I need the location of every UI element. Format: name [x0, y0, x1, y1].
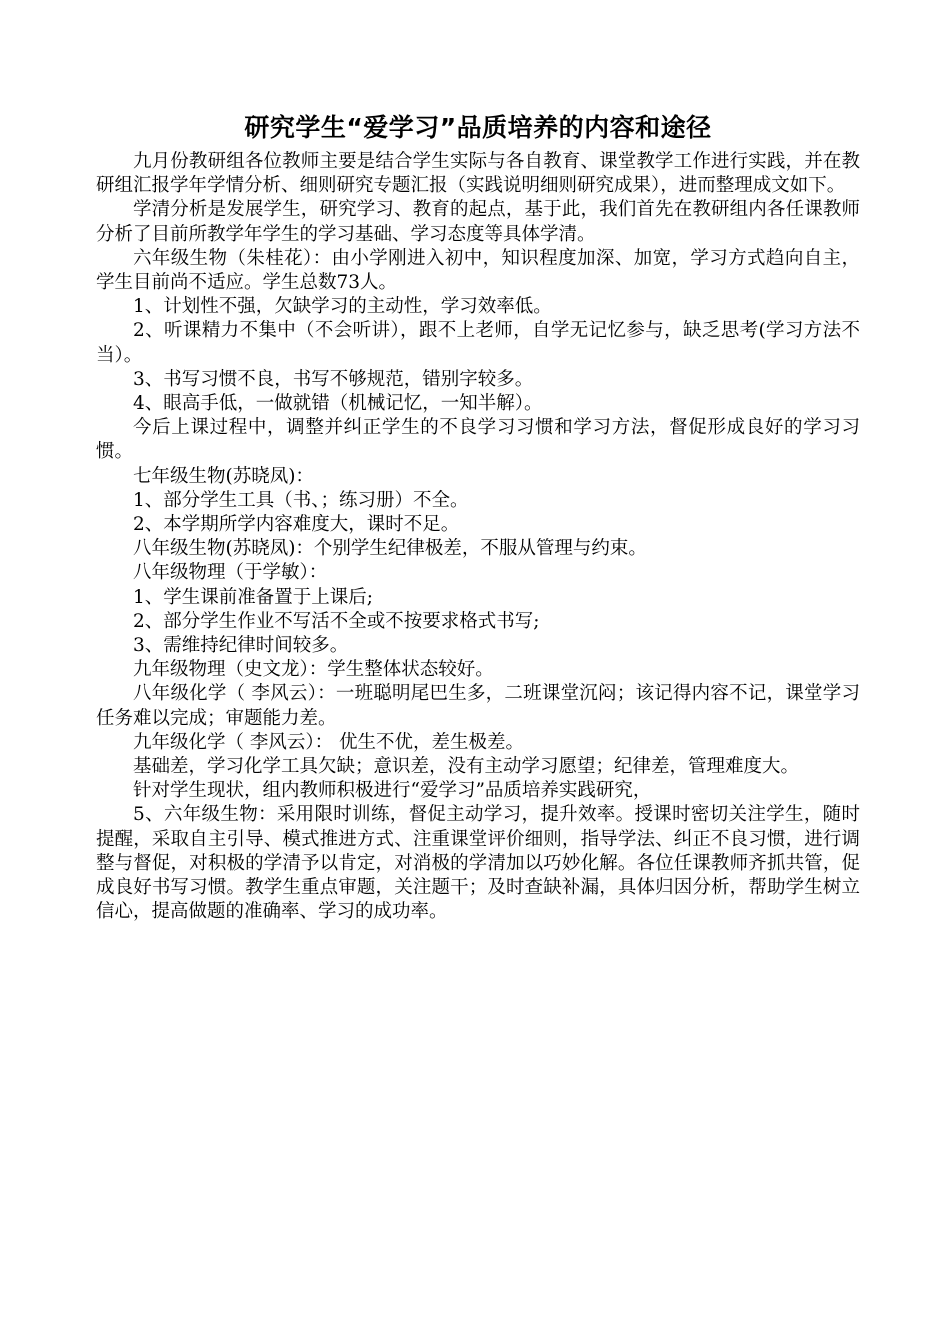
- paragraph: 八年级生物(苏晓凤)：个别学生纪律极差，不服从管理与约束。: [133, 538, 647, 560]
- document-page: [96, 108, 860, 925]
- paragraph: 3、需维持纪律时间较多。: [133, 635, 349, 657]
- paragraph: 1、学生课前准备置于上课后;: [133, 586, 374, 608]
- document-title: 研究学生“爱学习”品质培养的内容和途径: [244, 113, 712, 142]
- paragraph: 六年级生物（朱桂花）：由小学刚进入初中，知识程度加深、加宽，学习方式趋向自主，学生目前尚不适应。学生总数73人。: [96, 247, 860, 294]
- paragraph: 九年级物理（史文龙）：学生整体状态较好。: [133, 659, 494, 681]
- document-body: [96, 150, 860, 925]
- paragraph: 七年级生物(苏晓凤)：: [133, 465, 314, 487]
- paragraph: 学清分析是发展学生，研究学习、教育的起点，基于此，我们首先在教研组内各任课教师分析了目前所教学年学生的学习基础、学习态度等具体学清。: [96, 199, 860, 245]
- paragraph: 2、听课精力不集中（不会听讲），跟不上老师，自学无记忆参与，缺乏思考(学习方法不当）。: [96, 320, 860, 366]
- paragraph: 九年级化学（ 李风云）： 优生不优，差生极差。: [133, 731, 525, 753]
- paragraph: 2、本学期所学内容难度大，课时不足。: [133, 514, 460, 536]
- paragraph: 基础差，学习化学工具欠缺；意识差，没有主动学习愿望；纪律差，管理难度大。: [133, 756, 800, 778]
- paragraph: 今后上课过程中，调整并纠正学生的不良学习习惯和学习方法，督促形成良好的学习习惯。: [96, 417, 860, 463]
- paragraph: 八年级化学（ 李风云）：一班聪明尾巴生多，二班课堂沉闷；该记得内容不记，课堂学习任务难以完成；审题能力差。: [96, 683, 860, 729]
- paragraph: 3、书写习惯不良，书写不够规范，错别字较多。: [133, 368, 534, 390]
- paragraph: 1、计划性不强，欠缺学习的主动性，学习效率低。: [133, 296, 552, 318]
- paragraph: 5、六年级生物：采用限时训练，督促主动学习，提升效率。授课时密切关注学生，随时提醒，采取自主引导、模式推进方式、注重课堂评价细则，指导学法、纠正不良习惯，进行调整与督促，对积极的学清予以肯定，对消极的学清加以巧妙化解。各位任课教师齐抓共管，促成良好书写习惯。教学生重点审题，关注题干；及时查缺补漏，具体归因分析，帮助学生树立信心，提高做题的准确率、学习的成功率。: [96, 804, 860, 923]
- paragraph: 针对学生现状，组内教师积极进行“爱学习”品质培养实践研究，: [133, 780, 652, 802]
- paragraph: 4、眼高手低，一做就错（机械记忆，一知半解）。: [133, 393, 543, 415]
- paragraph: 九月份教研组各位教师主要是结合学生实际与各自教育、课堂教学工作进行实践，并在教研组汇报学年学情分析、细则研究专题汇报（实践说明细则研究成果），进而整理成文如下。: [96, 151, 860, 197]
- paragraph: 八年级物理（于学敏）：: [133, 562, 328, 584]
- paragraph: 1、部分学生工具（书、；练习册）不全。: [133, 489, 469, 511]
- paragraph: 2、部分学生作业不写活不全或不按要求格式书写;: [133, 610, 540, 632]
